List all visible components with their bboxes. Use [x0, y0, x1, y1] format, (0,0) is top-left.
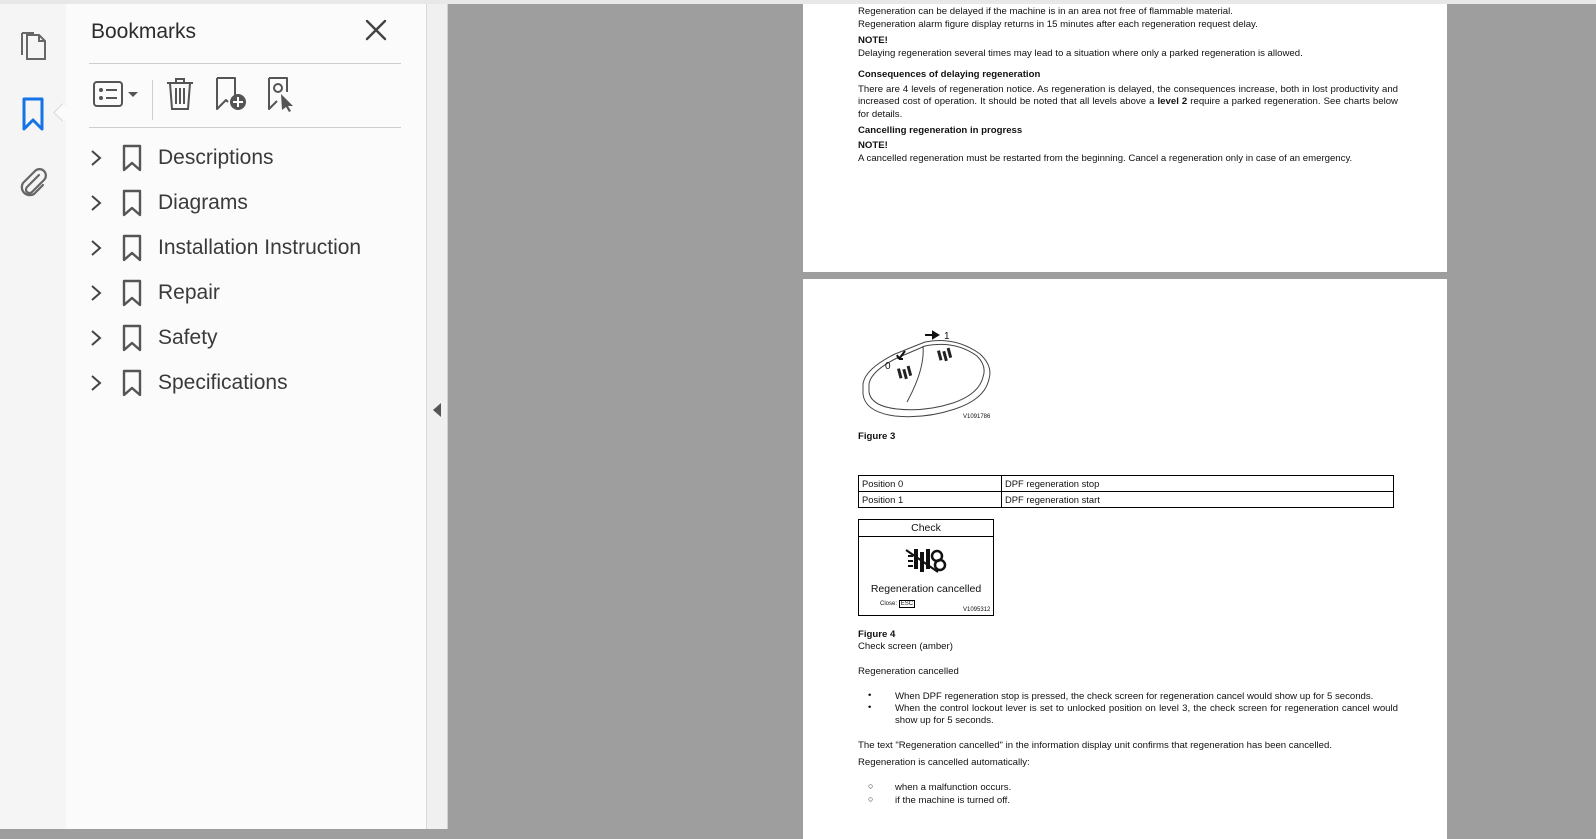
table-cell: Position 1 — [859, 492, 1002, 508]
bookmark-flag-icon — [120, 368, 144, 398]
bookmark-flag-icon — [120, 233, 144, 263]
page-thumbnails-icon — [18, 29, 48, 67]
circle-bullet-text: when a malfunction occurs. — [895, 782, 1012, 793]
bookmark-flag-icon — [120, 143, 144, 173]
collapse-panel-button[interactable] — [429, 402, 445, 422]
bookmark-label: Repair — [158, 281, 220, 304]
collapse-left-arrow-icon — [432, 402, 442, 422]
bold-text: level 2 — [1157, 96, 1188, 108]
figure-caption: Figure 4 — [858, 629, 896, 640]
table-row — [859, 492, 1394, 508]
regeneration-icon — [904, 546, 948, 581]
text-line: Regeneration is cancelled automatically: — [858, 757, 1030, 768]
paperclip-icon — [17, 165, 49, 203]
bookmark-find-icon — [265, 76, 301, 116]
figure-subcaption: Check screen (amber) — [858, 641, 953, 652]
options-dropdown-button[interactable] — [88, 76, 144, 116]
figure-code: V1095312 — [963, 607, 991, 613]
panel-title: Bookmarks — [91, 20, 197, 43]
figure-3-switch-illustration — [855, 324, 1000, 424]
circle-bullet-marker: ○ — [868, 781, 874, 791]
bullet-marker: • — [868, 702, 872, 713]
check-screen-title: Check — [859, 520, 993, 537]
subheading: Regeneration cancelled — [858, 666, 959, 677]
close-icon — [365, 19, 387, 45]
check-screen-message: Regeneration cancelled — [870, 583, 982, 595]
paragraph-text: There are 4 levels of regeneration notice. As regeneration is delayed, the consequences increase, both in lost productivity and increased cost of operation. It should be noted that all levels above a — [858, 84, 1398, 108]
table-cell: Position 0 — [859, 476, 1002, 492]
chevron-right-icon[interactable] — [84, 281, 108, 305]
position-1-label: 1 — [944, 331, 950, 342]
table-cell: DPF regeneration start — [1002, 492, 1394, 508]
chevron-right-icon[interactable] — [84, 236, 108, 260]
check-screen-close-hint — [880, 601, 915, 607]
check-screen-figure — [858, 519, 994, 616]
bookmark-item-installation-instruction[interactable] — [84, 228, 404, 268]
bookmarks-panel-button[interactable] — [11, 94, 55, 138]
circle-bullet-text: if the machine is turned off. — [895, 795, 1011, 806]
note-text: A cancelled regeneration must be restarted from the beginning. Cancel a regeneration only in case of an emergency. — [858, 153, 1353, 164]
add-bookmark-button[interactable] — [211, 76, 251, 116]
paragraph — [858, 84, 1398, 121]
bookmark-item-safety[interactable] — [84, 318, 404, 358]
position-0-label: 0 — [885, 361, 891, 372]
section-heading: Consequences of delaying regeneration — [858, 69, 1041, 80]
page-thumbnails-button[interactable] — [11, 26, 55, 70]
document-page — [803, 4, 1447, 272]
navigation-rail — [0, 4, 67, 829]
trash-icon — [165, 77, 195, 115]
chevron-right-icon[interactable] — [84, 146, 108, 170]
figure-caption: Figure 3 — [858, 431, 896, 442]
chevron-right-icon[interactable] — [84, 371, 108, 395]
bullet-marker: • — [868, 690, 872, 701]
chevron-right-icon[interactable] — [84, 191, 108, 215]
bookmark-label: Installation Instruction — [158, 236, 362, 259]
bookmark-flag-icon — [120, 278, 144, 308]
list-options-icon — [92, 79, 140, 113]
text-line: The text "Regeneration cancelled" in the information display unit confirms that regeneration has been cancelled. — [858, 740, 1332, 751]
table-row — [859, 476, 1394, 492]
toolbar-divider — [89, 127, 401, 128]
paragraph-text: require a parked regeneration. See charts below for details. — [858, 96, 1398, 120]
close-panel-button[interactable] — [362, 18, 390, 46]
section-heading: Cancelling regeneration in progress — [858, 125, 1023, 136]
note-heading: NOTE! — [858, 35, 888, 46]
panel-divider — [89, 63, 401, 64]
bookmark-item-diagrams[interactable] — [84, 183, 404, 223]
document-page — [803, 279, 1447, 839]
position-table — [858, 475, 1394, 508]
text-line: Regeneration alarm figure display returns in 15 minutes after each regeneration request delay. — [858, 19, 1258, 30]
note-heading: NOTE! — [858, 140, 888, 151]
bookmark-add-icon — [213, 76, 249, 116]
bookmark-label: Descriptions — [158, 146, 274, 169]
delete-bookmark-button[interactable] — [162, 76, 198, 116]
circle-bullet-marker: ○ — [868, 794, 874, 804]
bookmark-label: Diagrams — [158, 191, 248, 214]
find-current-bookmark-button[interactable] — [263, 76, 303, 116]
bookmarks-panel — [66, 4, 427, 829]
panel-splitter[interactable] — [427, 4, 448, 829]
bullet-text: When the control lockout lever is set to unlocked position on level 3, the check screen for regeneration cancel would show up for 5 seconds. — [895, 703, 1398, 727]
bullet-text: When DPF regeneration stop is pressed, the check screen for regeneration cancel would show up for 5 seconds. — [895, 691, 1374, 702]
bookmark-flag-icon — [120, 323, 144, 353]
bookmark-label: Specifications — [158, 371, 288, 394]
text-line: Regeneration can be delayed if the machine is in an area not free of flammable material. — [858, 6, 1233, 17]
attachments-button[interactable] — [11, 162, 55, 206]
bookmark-item-repair[interactable] — [84, 273, 404, 313]
esc-key: ESC — [900, 601, 914, 607]
figure-code: V1091786 — [963, 414, 991, 420]
close-label: Close: — [880, 601, 898, 607]
table-cell: DPF regeneration stop — [1002, 476, 1394, 492]
bookmark-flag-icon — [120, 188, 144, 218]
note-text: Delaying regeneration several times may lead to a situation where only a parked regeneration is allowed. — [858, 48, 1303, 59]
bookmark-item-descriptions[interactable] — [84, 138, 404, 178]
bookmark-item-specifications[interactable] — [84, 363, 404, 403]
bookmark-icon — [20, 96, 46, 136]
toolbar-separator — [152, 80, 153, 120]
chevron-right-icon[interactable] — [84, 326, 108, 350]
bookmark-label: Safety — [158, 326, 218, 349]
